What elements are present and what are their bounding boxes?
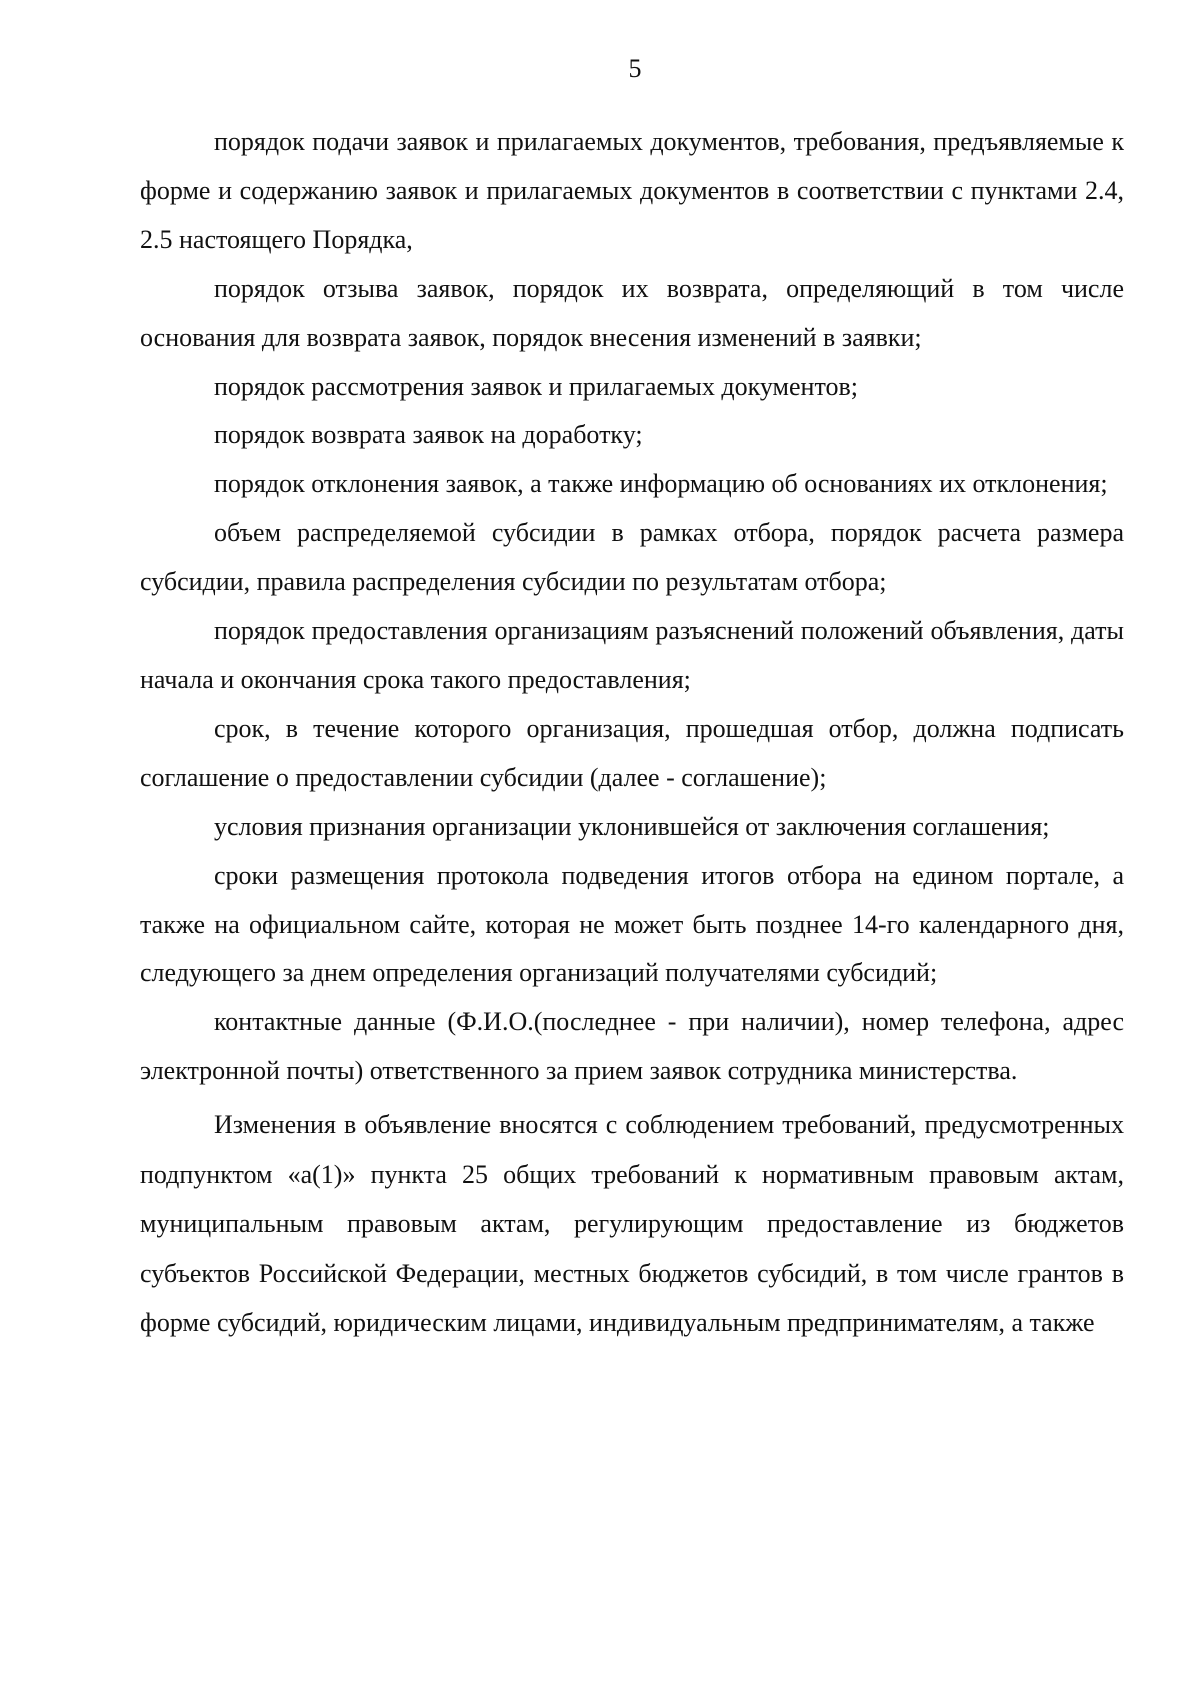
paragraph-application-procedure: порядок подачи заявок и прилагаемых документов, требования, предъявляемые к форме и содержанию заявок и прилагаемых документов в соответствии с пунктами 2.4, 2.5 настоящего Порядка,	[140, 127, 1124, 254]
paragraph-agreement-deadline: срок, в течение которого организация, прошедшая отбор, должна подписать соглашение о предоставлении субсидии (далее - соглашение);	[140, 713, 1124, 792]
paragraph-rejection-procedure: порядок отклонения заявок, а также информацию об основаниях их отклонения;	[214, 469, 1108, 499]
page-number: 5	[628, 54, 642, 83]
paragraph-subsidy-volume: объем распределяемой субсидии в рамках отбора, порядок расчета размера субсидии, правила распределения субсидии по результатам отбора;	[140, 518, 1124, 597]
document-body	[140, 118, 1124, 1348]
paragraph-contact-details: контактные данные (Ф.И.О.(последнее - при наличии), номер телефона, адрес электронной почты) ответственного за прием заявок сотрудника министерства.	[140, 1007, 1124, 1086]
paragraph-withdrawal-procedure: порядок отзыва заявок, порядок их возврата, определяющий в том числе основания для возврата заявок, порядок внесения изменений в заявки;	[140, 273, 1124, 352]
paragraph-announcement-changes: Изменения в объявление вносятся с соблюдением требований, предусмотренных подпунктом «а(1)» пункта 25 общих требований к нормативным правовым актам, муниципальным правовым актам, регулирующим предоставление из бюджетов субъектов Российской Федерации, местных бюджетов субсидий, в том числе грантов в форме субсидий, юридическим лицами, индивидуальным предпринимателям, а также	[140, 1110, 1124, 1338]
paragraph-protocol-publication: сроки размещения протокола подведения итогов отбора на едином портале, а также на официальном сайте, которая не может быть позднее 14-го календарного дня, следующего за днем определения организаций получателями субсидий;	[140, 860, 1124, 988]
paragraph-return-for-revision: порядок возврата заявок на доработку;	[214, 420, 643, 450]
paragraph-review-procedure: порядок рассмотрения заявок и прилагаемых документов;	[214, 371, 858, 401]
paragraph-evasion-conditions: условия признания организации уклонившейся от заключения соглашения;	[214, 811, 1050, 841]
paragraph-clarifications: порядок предоставления организациям разъяснений положений объявления, даты начала и окончания срока такого предоставления;	[140, 616, 1124, 694]
